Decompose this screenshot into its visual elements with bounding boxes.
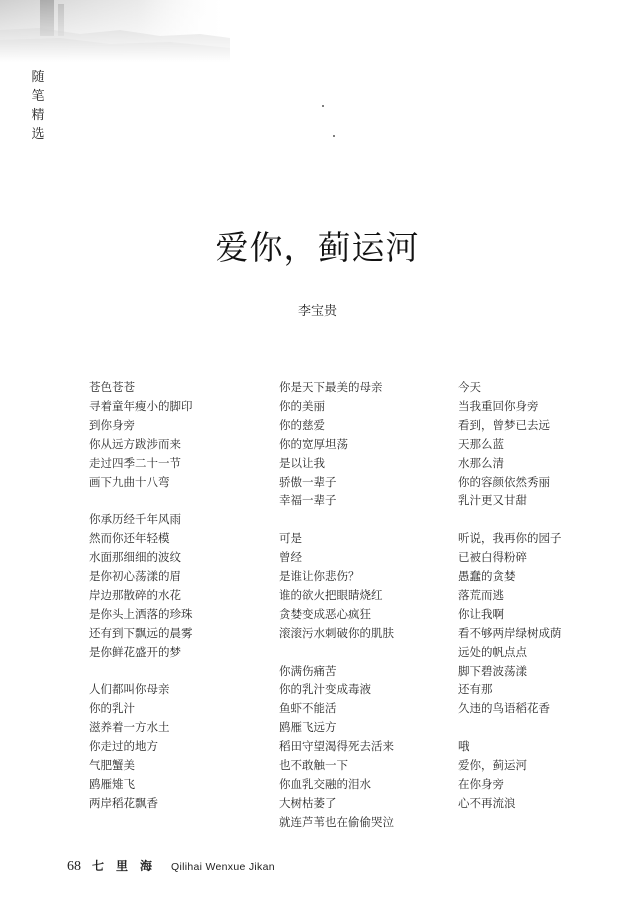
section-label: 随笔精选 <box>31 70 45 142</box>
poem-stanza <box>89 510 259 661</box>
poem-line: 你的美丽 <box>279 398 325 413</box>
poem-line: 水那么清 <box>458 455 504 470</box>
poem-line: 是你头上洒落的珍珠 <box>89 606 193 621</box>
decorative-corner-photo <box>0 0 230 62</box>
poem-line: 岸边那散碎的水花 <box>89 587 181 602</box>
poem-line: 可是 <box>279 531 302 546</box>
decorative-dot <box>322 105 324 107</box>
poem-line: 水面那细细的波纹 <box>89 550 181 565</box>
poem-stanza <box>279 529 449 642</box>
page-footer <box>67 857 275 875</box>
poem-line: 也不敢触一下 <box>279 758 348 773</box>
poem-line: 当我重回你身旁 <box>458 398 539 413</box>
poem-line: 你的乳汁 <box>89 701 135 716</box>
poem-stanza <box>458 378 608 510</box>
poem-line: 气肥蟹美 <box>89 758 135 773</box>
poem-line: 鱼虾不能活 <box>279 701 337 716</box>
page-title: 爱你，蓟运河 <box>215 228 420 267</box>
poem-line: 稻田守望渴得死去活来 <box>279 739 394 754</box>
poem-line: 听说，我再你的园子 <box>458 531 562 546</box>
poem-line: 骄傲一辈子 <box>279 474 337 489</box>
poem-line: 在你身旁 <box>458 777 504 791</box>
poem-line: 乳汁更又甘甜 <box>458 493 527 508</box>
page-number: 68 <box>67 859 81 874</box>
poem-line: 走过四季二十一节 <box>89 455 181 470</box>
poem-line: 你是天下最美的母亲 <box>279 380 383 394</box>
poem-stanza <box>279 378 449 510</box>
poem-line: 你的容颜依然秀丽 <box>458 474 550 489</box>
poem-line: 你血乳交融的泪水 <box>279 777 371 791</box>
poem-line: 你的宽厚坦荡 <box>279 436 348 451</box>
poem-line: 你从远方跋涉而来 <box>89 436 181 451</box>
poem-line: 落荒而逃 <box>458 587 504 602</box>
poem-line: 心不再流浪 <box>458 795 516 810</box>
poem-line: 还有到下飘远的晨雾 <box>89 625 193 640</box>
poem-line: 天那么蓝 <box>458 436 504 451</box>
poem-line: 还有那 <box>458 682 493 697</box>
poem-line: 你走过的地方 <box>89 739 158 754</box>
decorative-dot <box>333 135 335 137</box>
poem-column-3 <box>458 378 608 832</box>
poem-stanza <box>279 662 449 832</box>
poem-line: 今天 <box>458 380 481 394</box>
poem-line: 滚滚污水刺破你的肌肤 <box>279 625 394 640</box>
poem-line: 两岸稻花飘香 <box>89 795 158 810</box>
poem-line: 谁的欲火把眼睛烧红 <box>279 587 383 602</box>
poem-line: 脚下碧波荡漾 <box>458 663 527 678</box>
poem-line: 寻着童年瘦小的脚印 <box>89 398 193 413</box>
magazine-name: 七里海 <box>92 859 165 873</box>
poem-line: 久违的鸟语稻花香 <box>458 701 550 716</box>
poem-line: 大树枯萎了 <box>279 795 337 810</box>
poem-line: 是你初心荡漾的眉 <box>89 569 181 584</box>
poem-column-2 <box>279 378 449 851</box>
poem-column-1 <box>89 378 259 832</box>
magazine-english-name: Qilihai Wenxue Jikan <box>171 861 275 873</box>
poem-line: 人们都叫你母亲 <box>89 682 170 697</box>
poem-line: 看不够两岸绿树成荫 <box>458 625 562 640</box>
poem-stanza <box>89 378 259 491</box>
poem-line: 鸥雁雉飞 <box>89 777 135 791</box>
poem-line: 你让我啊 <box>458 606 504 621</box>
poem-line: 滋养着一方水土 <box>89 720 170 735</box>
poem-line: 爱你，蓟运河 <box>458 758 527 773</box>
poem-line: 鸥雁飞远方 <box>279 720 337 735</box>
poem-line: 远处的帆点点 <box>458 644 527 659</box>
poem-line: 你满伤痛苦 <box>279 663 337 678</box>
poem-line: 是以让我 <box>279 455 325 470</box>
poem-line: 你的慈爱 <box>279 417 325 432</box>
poem-line: 画下九曲十八弯 <box>89 474 170 489</box>
poem-line: 曾经 <box>279 550 302 565</box>
poem-line: 幸福一辈子 <box>279 493 337 508</box>
poem-line: 你的乳汁变成毒液 <box>279 682 371 697</box>
author-name: 李宝贵 <box>297 304 337 319</box>
poem-stanza <box>458 529 608 718</box>
poem-stanza <box>89 680 259 812</box>
poem-line: 你承历经千年风雨 <box>89 512 181 527</box>
poem-line: 看到，曾梦已去远 <box>458 417 550 432</box>
poem-line: 到你身旁 <box>89 417 135 432</box>
poem-line: 愚蠢的贪婪 <box>458 569 516 584</box>
poem-line: 苍色苍苍 <box>89 380 135 394</box>
poem-line: 哦 <box>458 739 470 754</box>
poem-line: 贪婪变成恶心疯狂 <box>279 606 371 621</box>
poem-stanza <box>458 737 608 813</box>
poem-line: 是谁让你悲伤？ <box>279 569 360 584</box>
poem-line: 是你鲜花盛开的梦 <box>89 644 181 659</box>
poem-line: 就连芦苇也在偷偷哭泣 <box>279 814 394 829</box>
poem-line: 然而你还年轻模 <box>89 531 170 546</box>
poem-line: 已被白得粉碎 <box>458 550 527 565</box>
